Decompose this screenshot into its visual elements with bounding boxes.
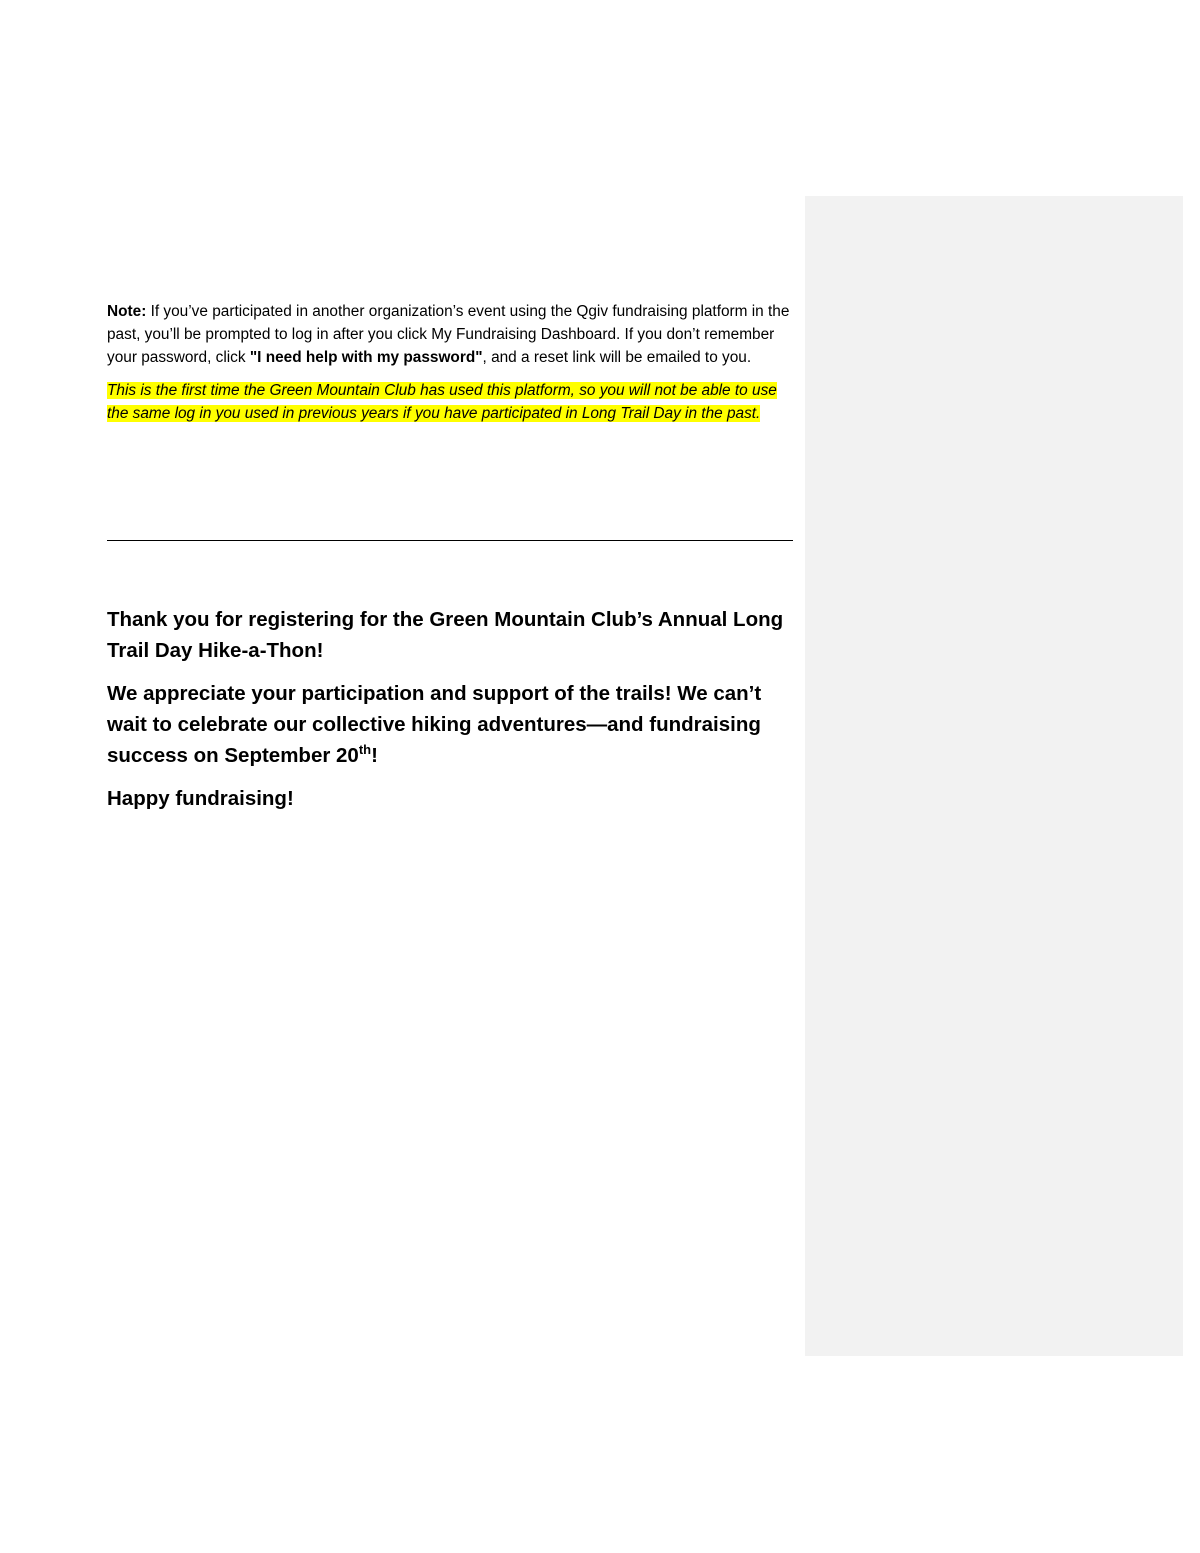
date-ordinal-suffix: th	[358, 742, 372, 758]
happy-fundraising: Happy fundraising!	[107, 787, 294, 810]
thanks-heading: Thank you for registering for the Green Mountain Club’s Annual Long Trail Day Hike-a-Thon!	[107, 608, 784, 662]
note-text-1: If you’ve participated in another organization’s event using the Qgiv fundraising platform in the past, you’ll be prompted to log in after you click My Fundraising Dashboard. If you don’t remember your password, click	[107, 303, 790, 366]
appreciation-paragraph	[107, 678, 793, 771]
appreciation-text: We appreciate your participation and support of the trails! We can’t wait to celebrate our collective hiking adventures—and fundraising success on September 20	[107, 682, 762, 767]
closing-section	[107, 604, 793, 826]
note-label: Note:	[107, 303, 147, 320]
highlighted-text: This is the first time the Green Mountain Club has used this platform, so you will not be able to use the same log in you used in previous years if you have participated in Long Trail Day in the past.	[107, 382, 777, 422]
note-section	[107, 300, 793, 425]
comment-pane	[805, 196, 1183, 1356]
appreciation-end: !	[371, 744, 378, 767]
highlight-paragraph	[107, 379, 793, 425]
horizontal-divider	[107, 540, 793, 541]
note-paragraph	[107, 300, 793, 369]
password-help-text: "I need help with my password"	[249, 349, 483, 366]
note-text-2: , and a reset link will be emailed to you.	[482, 349, 752, 366]
